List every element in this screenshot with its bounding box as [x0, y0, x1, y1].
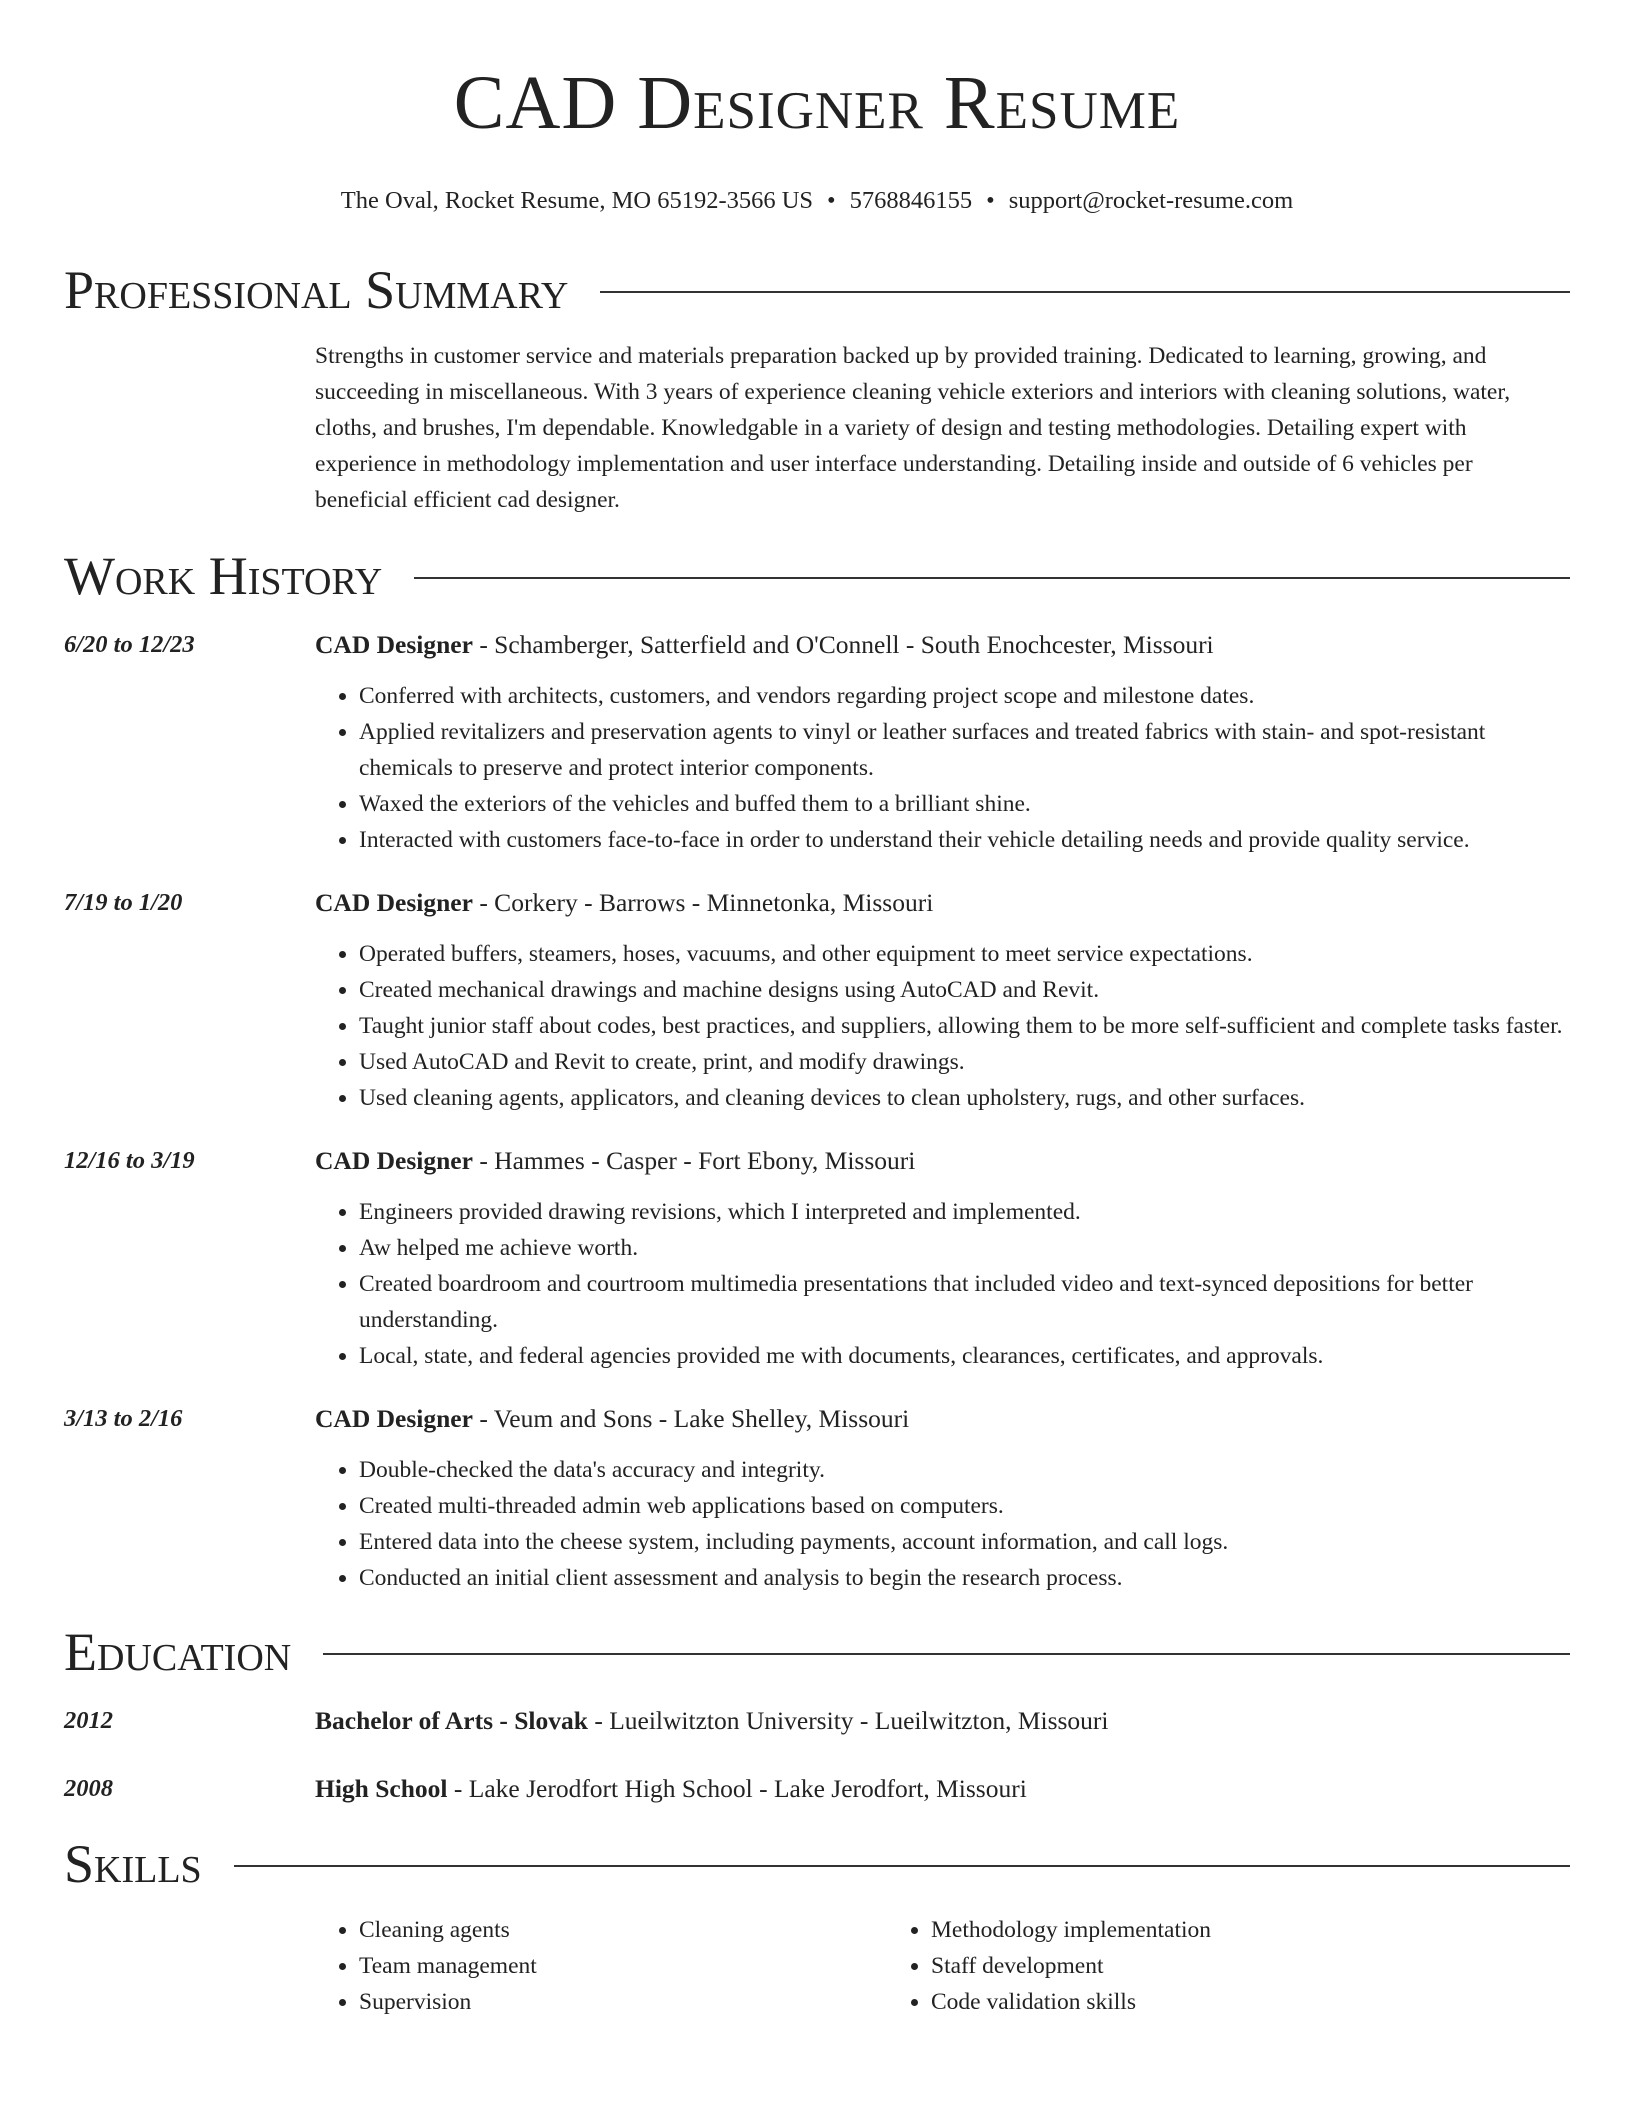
job-bullets [315, 936, 1570, 1116]
job-bullets [315, 1194, 1570, 1374]
list-item: • Team management [359, 1948, 887, 1984]
job-title-line [315, 628, 1570, 662]
contact-line [64, 186, 1570, 216]
contact-email: support@rocket-resume.com [1008, 187, 1294, 214]
contact-separator: • [986, 187, 995, 214]
skills-section-header [64, 1834, 1570, 1894]
skills-heading: Skills [64, 1834, 202, 1894]
contact-address: The Oval, Rocket Resume, MO 65192-3566 US [340, 187, 814, 214]
summary-heading: Professional Summary [64, 260, 569, 320]
education-degree: High School [315, 1774, 448, 1803]
list-item: • Entered data into the cheese system, including payments, account information, and call logs. [359, 1524, 1570, 1560]
summary-text: Strengths in customer service and materials preparation backed up by provided training. Dedicated to learning, growing, and succeeding in miscellaneous. With 3 years of experience cleaning vehicle exteriors and interiors with cleaning solutions, water, cloths, and brushes, I'm dependable. Knowledgable in a variety of design and testing methodologies. Detailing expert with experience in methodology implementation and user interface understanding. Detailing inside and outside of 6 vehicles per beneficial efficient cad designer. [315, 343, 1511, 513]
list-item: • Methodology implementation [931, 1912, 1459, 1948]
list-item: • Staff development [931, 1948, 1459, 1984]
job-date: 6/20 to 12/23 [64, 631, 195, 658]
list-item: • Applied revitalizers and preservation agents to vinyl or leather surfaces and treated fabrics with stain- and spot-resistant chemicals to preserve and protect interior components. [359, 714, 1570, 786]
list-item: • Local, state, and federal agencies provided me with documents, clearances, certificates, and approvals. [359, 1338, 1570, 1374]
section-divider [234, 1865, 1570, 1867]
job-bullets [315, 1452, 1570, 1596]
job-entry [64, 1144, 1570, 1374]
skills-column-left [315, 1912, 887, 2020]
section-divider [323, 1653, 1570, 1655]
job-entry [64, 886, 1570, 1116]
job-entry [64, 628, 1570, 858]
job-title-line [315, 1144, 1570, 1178]
education-body [315, 1772, 1570, 1806]
list-item: • Operated buffers, steamers, hoses, vacuums, and other equipment to meet service expectations. [359, 936, 1570, 972]
education-entry [64, 1704, 1570, 1738]
education-body [315, 1704, 1570, 1738]
list-item: • Interacted with customers face-to-face in order to understand their vehicle detailing needs and provide quality service. [359, 822, 1570, 858]
list-item: • Conducted an initial client assessment and analysis to begin the research process. [359, 1560, 1570, 1596]
education-details: - Lake Jerodfort High School - Lake Jerodfort, Missouri [447, 1774, 1027, 1803]
job-title-line [315, 1402, 1570, 1436]
job-body [315, 628, 1570, 858]
contact-phone: 5768846155 [849, 187, 973, 214]
job-title-line [315, 886, 1570, 920]
section-divider [600, 291, 1570, 293]
education-entry [64, 1772, 1570, 1806]
education-details: - Lueilwitzton University - Lueilwitzton, Missouri [587, 1706, 1109, 1735]
list-item: • Cleaning agents [359, 1912, 887, 1948]
list-item: • Waxed the exteriors of the vehicles and buffed them to a brilliant shine. [359, 786, 1570, 822]
job-details: - Veum and Sons - Lake Shelley, Missouri [472, 1404, 910, 1433]
list-item: • Aw helped me achieve worth. [359, 1230, 1570, 1266]
list-item: • Used AutoCAD and Revit to create, print, and modify drawings. [359, 1044, 1570, 1080]
education-date: 2012 [64, 1707, 113, 1734]
job-details: - Schamberger, Satterfield and O'Connell - South Enochcester, Missouri [472, 630, 1214, 659]
education-degree: Bachelor of Arts - Slovak [315, 1706, 588, 1735]
job-date: 7/19 to 1/20 [64, 889, 183, 916]
education-section-header [64, 1622, 1570, 1682]
education-list [64, 1704, 1570, 1806]
work-heading: Work History [64, 546, 383, 606]
list-item: • Created multi-threaded admin web applications based on computers. [359, 1488, 1570, 1524]
contact-separator: • [827, 187, 836, 214]
skills-list [315, 1912, 1570, 2020]
job-bullets [315, 678, 1570, 858]
job-entry [64, 1402, 1570, 1596]
list-item: • Supervision [359, 1984, 887, 2020]
list-item: • Created boardroom and courtroom multimedia presentations that included video and text-synced depositions for better understanding. [359, 1266, 1570, 1338]
list-item: • Used cleaning agents, applicators, and cleaning devices to clean upholstery, rugs, and other surfaces. [359, 1080, 1570, 1116]
education-title-line [315, 1704, 1570, 1738]
job-title: CAD Designer [315, 1404, 473, 1433]
job-date: 12/16 to 3/19 [64, 1147, 195, 1174]
resume-title: CAD Designer Resume [453, 61, 1181, 145]
education-date: 2008 [64, 1775, 113, 1802]
list-item: • Double-checked the data's accuracy and integrity. [359, 1452, 1570, 1488]
work-history-list [64, 628, 1570, 1596]
list-item: • Created mechanical drawings and machine designs using AutoCAD and Revit. [359, 972, 1570, 1008]
job-body [315, 1144, 1570, 1374]
job-title: CAD Designer [315, 888, 473, 917]
education-title-line [315, 1772, 1570, 1806]
work-section-header [64, 546, 1570, 606]
job-title: CAD Designer [315, 1146, 473, 1175]
list-item: • Taught junior staff about codes, best practices, and suppliers, allowing them to be more self-sufficient and complete tasks faster. [359, 1008, 1570, 1044]
education-heading: Education [64, 1622, 292, 1682]
job-details: - Corkery - Barrows - Minnetonka, Missouri [472, 888, 934, 917]
summary-section-header [64, 260, 1570, 320]
section-divider [414, 577, 1570, 579]
list-item: • Engineers provided drawing revisions, which I interpreted and implemented. [359, 1194, 1570, 1230]
job-details: - Hammes - Casper - Fort Ebony, Missouri [472, 1146, 916, 1175]
job-title: CAD Designer [315, 630, 473, 659]
job-body [315, 886, 1570, 1116]
skills-column-right [887, 1912, 1459, 2020]
job-body [315, 1402, 1570, 1596]
job-date: 3/13 to 2/16 [64, 1405, 183, 1432]
list-item: • Code validation skills [931, 1984, 1459, 2020]
list-item: • Conferred with architects, customers, and vendors regarding project scope and milestone dates. [359, 678, 1570, 714]
